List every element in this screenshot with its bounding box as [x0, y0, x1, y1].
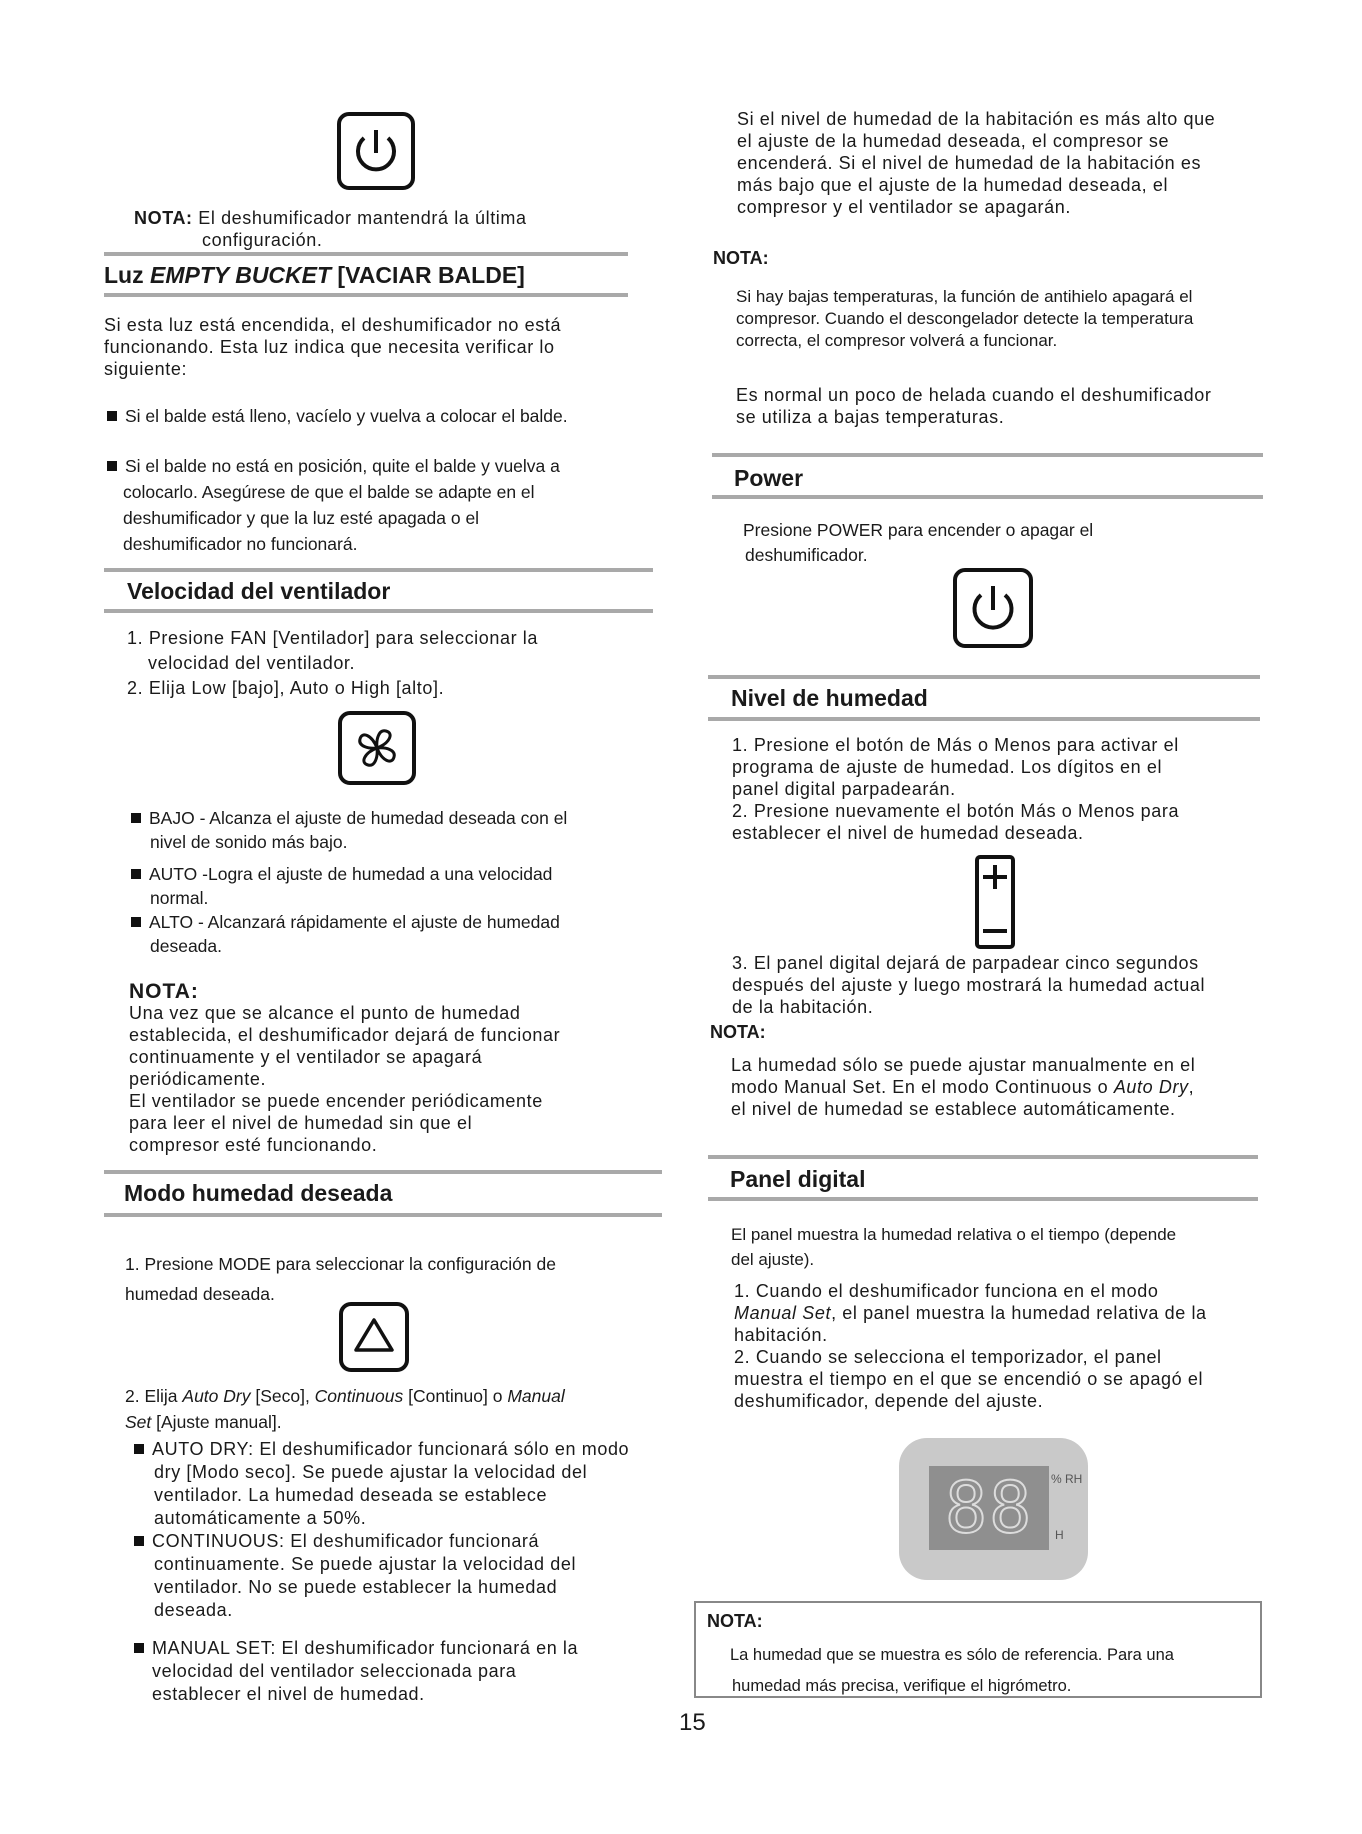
bullet-text: normal. — [150, 888, 209, 908]
bullet-text: ventilador. No se puede establecer la humedad — [154, 1577, 558, 1597]
text-italic: Continuous — [314, 1386, 404, 1406]
humidity-steps — [732, 734, 1179, 844]
mode-step1 — [125, 1249, 556, 1309]
bucket-bullet-2 — [107, 453, 560, 557]
display-screen — [929, 1466, 1049, 1550]
text-part: [Seco], — [250, 1386, 315, 1406]
reference-note-text — [730, 1640, 1174, 1702]
title-italic: EMPTY BUCKET — [150, 262, 332, 288]
text-line: el ajuste de la humedad deseada, el compresor se — [737, 131, 1170, 151]
reference-note-box — [694, 1601, 1262, 1698]
note-text: El deshumificador mantendrá la última — [198, 208, 527, 228]
mode-step2 — [125, 1383, 565, 1435]
h-label: H — [1055, 1528, 1064, 1542]
text-line: compresor esté funcionando. — [129, 1135, 378, 1155]
bullet-text: deshumificador y que la luz esté apagada o el — [123, 508, 480, 528]
section-title-fan: Velocidad del ventilador — [127, 578, 391, 604]
bullet-icon — [107, 461, 117, 471]
text-part: , — [1188, 1077, 1195, 1097]
fan-bullet-bajo — [131, 806, 567, 854]
bucket-bullet-1 — [107, 405, 568, 427]
top-note-line2: configuración. — [202, 230, 323, 250]
section-title-empty-bucket — [104, 261, 525, 289]
text-part: modo Manual Set. En el modo Continuous o — [731, 1077, 1114, 1097]
text-line: periódicamente. — [129, 1069, 267, 1089]
text-line: El ventilador se puede encender periódicamente — [129, 1091, 543, 1111]
power-icon — [337, 112, 415, 190]
section-divider — [104, 609, 653, 613]
section-divider — [708, 675, 1260, 679]
note-label: NOTA: — [710, 1022, 766, 1042]
text-line: deshumificador. — [745, 545, 868, 565]
bullet-text: AUTO -Logra el ajuste de humedad a una velocidad — [149, 864, 553, 884]
panel-intro — [731, 1222, 1176, 1272]
text-line: Una vez que se alcance el punto de humedad — [129, 1003, 521, 1023]
text-italic: Set — [125, 1412, 152, 1432]
section-title-humidity-level: Nivel de humedad — [731, 685, 928, 711]
fan-bullet-alto — [131, 910, 560, 958]
title-suffix: [VACIAR BALDE] — [331, 262, 525, 288]
bullet-text: ventilador. La humedad deseada se establece — [154, 1485, 548, 1505]
digital-display — [899, 1438, 1088, 1580]
text-line: continuamente y el ventilador se apagará — [129, 1047, 483, 1067]
section-divider — [708, 1155, 1258, 1159]
text-line: de la habitación. — [732, 997, 874, 1017]
text-line: siguiente: — [104, 359, 188, 379]
bullet-text: deshumificador no funcionará. — [123, 534, 358, 554]
bullet-text: BAJO - Alcanza el ajuste de humedad deseada con el — [149, 808, 568, 828]
text-line: La humedad que se muestra es sólo de referencia. Para una — [730, 1646, 1174, 1664]
bullet-text: MANUAL SET: El deshumificador funcionará en la — [152, 1638, 579, 1658]
text-line: muestra el tiempo en el que se encendió o se apagó el — [734, 1369, 1204, 1389]
text-line: El panel muestra la humedad relativa o el tiempo (depende — [731, 1225, 1177, 1244]
empty-bucket-intro — [104, 314, 561, 380]
text-line: panel digital parpadearán. — [732, 779, 956, 799]
mode-bullet-auto-dry — [134, 1438, 629, 1530]
fan-bullet-auto — [131, 862, 552, 910]
text-line: se utiliza a bajas temperaturas. — [736, 407, 1005, 427]
frost-note — [736, 384, 1212, 428]
section-divider — [712, 495, 1263, 499]
text-italic: Auto Dry — [182, 1386, 251, 1406]
text-part: [Continuo] o — [403, 1386, 508, 1406]
fan-note-label: NOTA: — [129, 980, 199, 1003]
bullet-icon — [134, 1444, 144, 1454]
text-line: 1. Presione FAN [Ventilador] para seleccionar la — [127, 628, 539, 648]
section-title-mode: Modo humedad deseada — [124, 1180, 393, 1206]
section-divider — [104, 1213, 662, 1217]
bullet-text: Si el balde no está en posición, quite el balde y vuelva a — [125, 456, 560, 476]
section-divider — [104, 568, 653, 572]
text-line: 1. Presione MODE para seleccionar la configuración de — [125, 1254, 556, 1274]
fan-icon — [338, 711, 416, 785]
bullet-icon — [131, 869, 141, 879]
text-line: 2. Elija Low [bajo], Auto o High [alto]. — [127, 678, 445, 698]
text-part: 2. Elija — [125, 1386, 183, 1406]
mode-icon — [339, 1302, 409, 1372]
section-divider — [708, 717, 1260, 721]
bullet-text: ALTO - Alcanzará rápidamente el ajuste de humedad — [149, 912, 560, 932]
text-line: compresor. Cuando el descongelador detecte la temperatura — [736, 309, 1194, 328]
bullet-text: CONTINUOUS: El deshumificador funcionará — [152, 1531, 540, 1551]
text-line: el nivel de humedad se establece automáticamente. — [731, 1099, 1176, 1119]
text-line: encenderá. Si el nivel de humedad de la habitación es — [737, 153, 1202, 173]
bullet-icon — [134, 1643, 144, 1653]
bullet-icon — [131, 813, 141, 823]
text-line: después del ajuste y luego mostrará la humedad actual — [732, 975, 1206, 995]
text-part: [Ajuste manual]. — [151, 1412, 282, 1432]
page-number: 15 — [679, 1709, 706, 1736]
text-line: Si esta luz está encendida, el deshumificador no está — [104, 315, 562, 335]
mode-bullet-continuous — [134, 1530, 576, 1622]
power-icon — [953, 568, 1033, 648]
panel-steps — [734, 1280, 1207, 1412]
section-divider — [104, 252, 628, 256]
text-line: correcta, el compresor volverá a funcionar. — [736, 331, 1058, 350]
note-label: NOTA: — [134, 208, 193, 228]
text-line: compresor y el ventilador se apagarán. — [737, 197, 1071, 217]
top-note — [134, 207, 527, 229]
power-text — [743, 518, 1093, 568]
text-line: habitación. — [734, 1325, 828, 1345]
mode-bullet-manual — [134, 1637, 578, 1706]
bullet-text: velocidad del ventilador seleccionada para — [152, 1661, 517, 1681]
bullet-text: colocarlo. Asegúrese de que el balde se adapte en el — [123, 482, 535, 502]
text-line: La humedad sólo se puede ajustar manualmente en el — [731, 1055, 1196, 1075]
text-italic: Manual — [507, 1386, 565, 1406]
section-divider — [708, 1197, 1258, 1201]
bullet-icon — [107, 411, 117, 421]
bullet-text: automáticamente a 50%. — [154, 1508, 367, 1528]
section-divider — [104, 293, 628, 297]
bullet-text: dry [Modo seco]. Se puede ajustar la velocidad del — [154, 1462, 588, 1482]
text-line: más bajo que el ajuste de la humedad deseada, el — [737, 175, 1169, 195]
humidity-intro — [737, 108, 1215, 218]
bullet-text: establecer el nivel de humedad. — [152, 1684, 425, 1704]
bullet-text: deseada. — [154, 1600, 233, 1620]
humidity-step3 — [732, 952, 1205, 1018]
text-line: para leer el nivel de humedad sin que el — [129, 1113, 473, 1133]
bullet-text: nivel de sonido más bajo. — [150, 832, 348, 852]
antifreeze-note — [736, 286, 1193, 352]
rh-label: % RH — [1051, 1472, 1083, 1486]
bullet-text: deseada. — [150, 936, 223, 956]
text-line: funcionando. Esta luz indica que necesita verificar lo — [104, 337, 555, 357]
text-line: 1. Presione el botón de Más o Menos para activar el — [732, 735, 1179, 755]
display-digits: 88 — [945, 1467, 1034, 1549]
text-line: Si hay bajas temperaturas, la función de antihielo apagará el — [736, 287, 1193, 306]
section-divider — [104, 1170, 662, 1174]
text-line: Presione POWER para encender o apagar el — [743, 520, 1094, 540]
fan-note-text — [129, 1002, 560, 1156]
section-title-digital-panel: Panel digital — [730, 1166, 866, 1192]
bullet-text: Si el balde está lleno, vacíelo y vuelva a colocar el balde. — [125, 406, 568, 426]
text-part: , el panel muestra la humedad relativa de la — [831, 1303, 1207, 1323]
text-line: deshumificador, depende del ajuste. — [734, 1391, 1044, 1411]
plus-minus-icon — [975, 855, 1015, 949]
text-line: Es normal un poco de helada cuando el deshumificador — [736, 385, 1212, 405]
section-title-power: Power — [734, 465, 804, 491]
text-line: 3. El panel digital dejará de parpadear cinco segundos — [732, 953, 1199, 973]
text-line: humedad más precisa, verifique el higrómetro. — [732, 1677, 1072, 1695]
text-italic: Auto Dry — [1113, 1077, 1189, 1097]
title-prefix: Luz — [104, 262, 150, 288]
text-line: velocidad del ventilador. — [148, 653, 356, 673]
text-line: del ajuste). — [731, 1250, 815, 1269]
text-line: 2. Presione nuevamente el botón Más o Menos para — [732, 801, 1180, 821]
bullet-text: continuamente. Se puede ajustar la velocidad del — [154, 1554, 577, 1574]
text-line: 1. Cuando el deshumificador funciona en el modo — [734, 1281, 1159, 1301]
text-italic: Manual Set — [734, 1303, 832, 1323]
text-line: programa de ajuste de humedad. Los dígitos en el — [732, 757, 1163, 777]
section-divider — [712, 453, 1263, 457]
text-line: Si el nivel de humedad de la habitación es más alto que — [737, 109, 1216, 129]
note-label: NOTA: — [707, 1611, 763, 1631]
bullet-icon — [134, 1536, 144, 1546]
humidity-note — [731, 1054, 1195, 1120]
text-line: establecida, el deshumificador dejará de funcionar — [129, 1025, 561, 1045]
note-label: NOTA: — [713, 248, 769, 268]
text-line: humedad deseada. — [125, 1284, 275, 1304]
text-line: 2. Cuando se selecciona el temporizador, el panel — [734, 1347, 1162, 1367]
text-line: establecer el nivel de humedad deseada. — [732, 823, 1084, 843]
bullet-text: AUTO DRY: El deshumificador funcionará sólo en modo — [152, 1439, 630, 1459]
fan-steps — [127, 626, 538, 701]
bullet-icon — [131, 917, 141, 927]
